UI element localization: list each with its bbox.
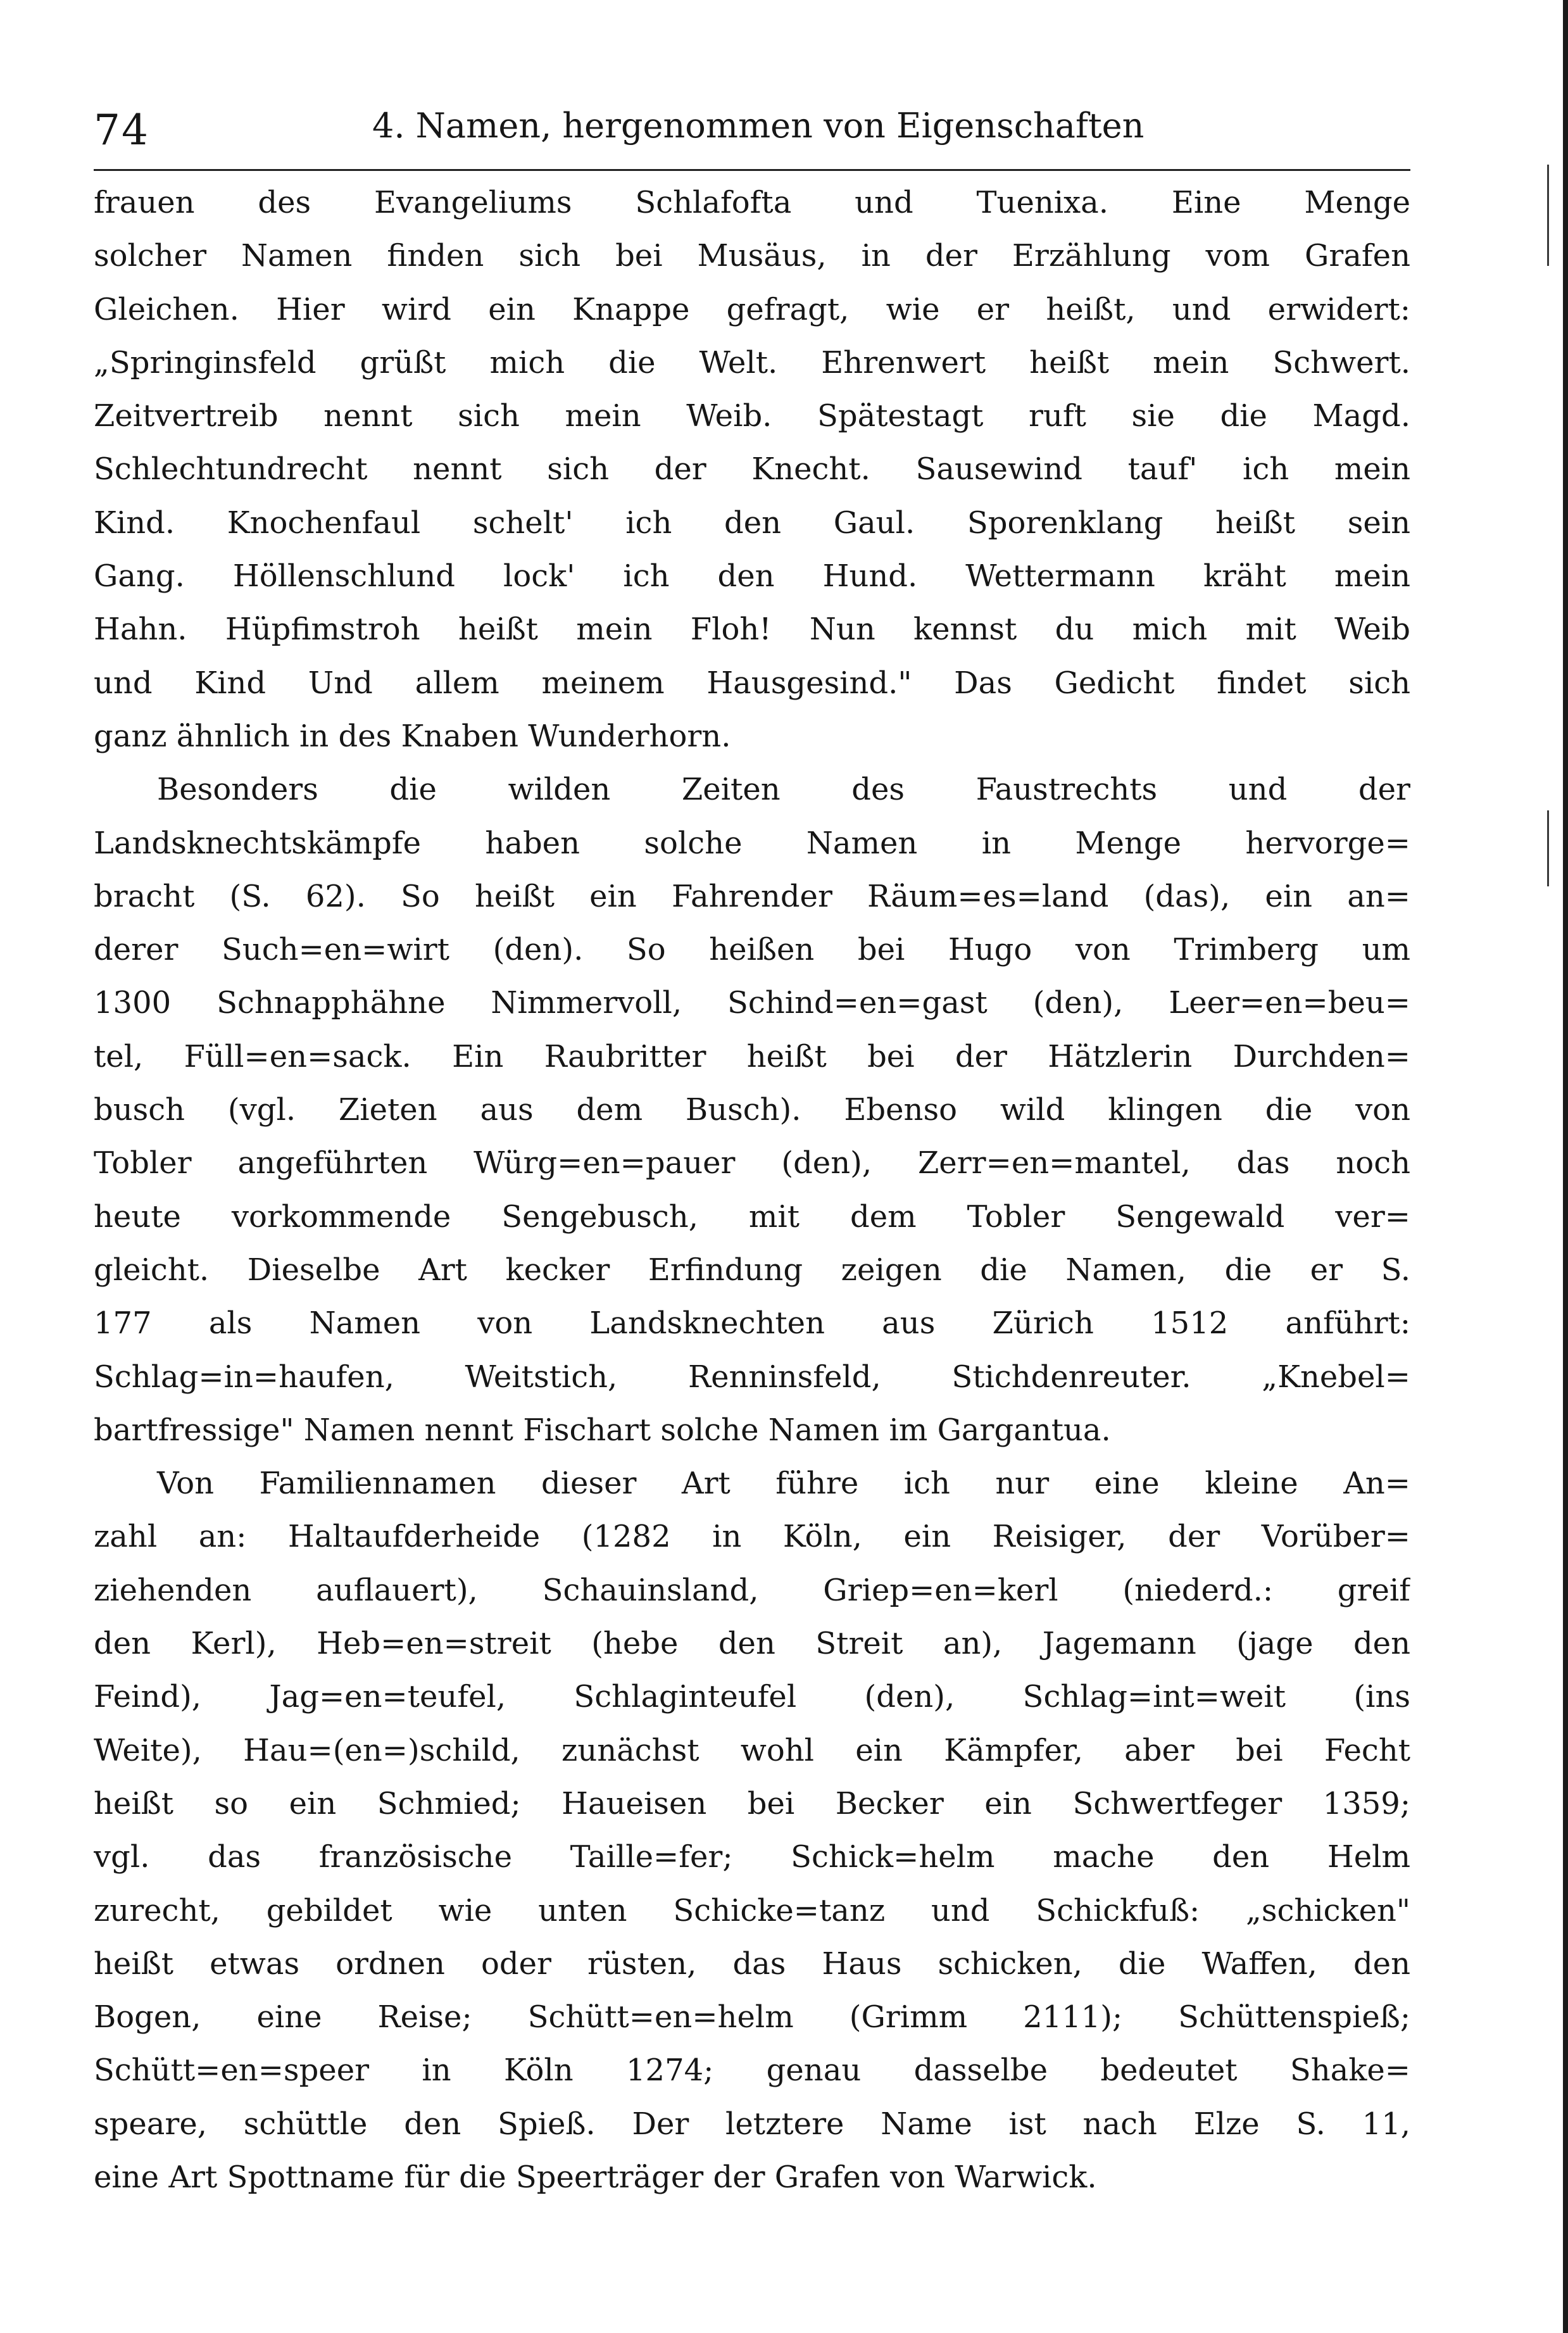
text-line: Tobler angeführten Würg=en=pauer (den), Zerr=en=mantel, das noch (94, 1145, 1410, 1181)
text-line: ganz ähnlich in des Knaben Wunderhorn. (94, 718, 731, 754)
text-line: heißt etwas ordnen oder rüsten, das Haus schicken, die Waffen, den (94, 1946, 1410, 1982)
text-line: 1300 Schnapphähne Nimmervoll, Schind=en=gast (den), Leer=en=beu= (94, 985, 1410, 1021)
text-line: Kind. Knochenfaul schelt' ich den Gaul. Sporenklang heißt sein (94, 505, 1410, 541)
text-line: Gleichen. Hier wird ein Knappe gefragt, wie er heißt, und erwidert: (94, 291, 1410, 327)
text-line: bracht (S. 62). So heißt ein Fahrender Räum=es=land (das), ein an= (94, 878, 1410, 914)
text-line: heißt so ein Schmied; Haueisen bei Becker ein Schwertfeger 1359; (94, 1785, 1410, 1821)
text-line: Besonders die wilden Zeiten des Faustrechts und der (157, 772, 1410, 808)
text-line: Bogen, eine Reise; Schütt=en=helm (Grimm 2111); Schüttenspieß; (94, 1999, 1410, 2035)
page-edge-mark (1547, 810, 1549, 886)
text-line: Von Familiennamen dieser Art führe ich nur eine kleine An= (157, 1466, 1410, 1502)
text-line: 177 als Namen von Landsknechten aus Zürich 1512 anführt: (94, 1305, 1410, 1342)
text-line: zurecht, gebildet wie unten Schicke=tanz und Schickfuß: „schicken" (94, 1892, 1410, 1928)
text-line: ziehenden auflauert), Schauinsland, Griep=en=kerl (niederd.: greif (94, 1572, 1410, 1608)
text-line: zahl an: Haltaufderheide (1282 in Köln, ein Reisiger, der Vorüber= (94, 1519, 1410, 1555)
text-line: den Kerl), Heb=en=streit (hebe den Streit an), Jagemann (jage den (94, 1626, 1410, 1662)
page-edge-mark (1547, 165, 1549, 266)
page-number: 74 (94, 106, 149, 154)
text-line: eine Art Spottname für die Speerträger der Grafen von Warwick. (94, 2159, 1097, 2195)
text-line: tel, Füll=en=sack. Ein Raubritter heißt bei der Hätzlerin Durchden= (94, 1038, 1410, 1074)
text-line: Schütt=en=speer in Köln 1274; genau dasselbe bedeutet Shake= (94, 2053, 1410, 2089)
text-line: Weite), Hau=(en=)schild, zunächst wohl ein Kämpfer, aber bei Fecht (94, 1732, 1410, 1768)
text-line: busch (vgl. Zieten aus dem Busch). Ebenso wild klingen die von (94, 1092, 1410, 1128)
text-line: heute vorkommende Sengebusch, mit dem Tobler Sengewald ver= (94, 1198, 1410, 1235)
page-edge (1563, 0, 1568, 2333)
text-line: Feind), Jag=en=teufel, Schlaginteufel (den), Schlag=int=weit (ins (94, 1679, 1410, 1715)
text-line: vgl. das französische Taille=fer; Schick=helm mache den Helm (94, 1839, 1410, 1875)
text-line: Zeitvertreib nennt sich mein Weib. Spätestagt ruft sie die Magd. (94, 398, 1410, 434)
text-line: Hahn. Hüpfimstroh heißt mein Floh! Nun kennst du mich mit Weib (94, 612, 1410, 648)
text-line: bartfressige" Namen nennt Fischart solche Namen im Gargantua. (94, 1412, 1111, 1448)
text-line: Gang. Höllenschlund lock' ich den Hund. Wettermann kräht mein (94, 558, 1410, 594)
body-text (94, 176, 1410, 2204)
text-line: derer Such=en=wirt (den). So heißen bei Hugo von Trimberg um (94, 932, 1410, 968)
running-head-title: 4. Namen, hergenommen von Eigenschaften (372, 106, 1145, 146)
document-page (94, 98, 1410, 2204)
text-line: frauen des Evangeliums Schlafofta und Tuenixa. Eine Menge (94, 185, 1410, 220)
text-line: gleicht. Dieselbe Art kecker Erfindung zeigen die Namen, die er S. (94, 1252, 1410, 1288)
running-head (94, 98, 1410, 171)
text-line: Schlag=in=haufen, Weitstich, Renninsfeld, Stichdenreuter. „Knebel= (94, 1359, 1410, 1395)
text-line: Schlechtundrecht nennt sich der Knecht. Sausewind tauf' ich mein (94, 451, 1410, 487)
text-line: speare, schüttle den Spieß. Der letztere Name ist nach Elze S. 11, (94, 2106, 1410, 2142)
text-line: und Kind Und allem meinem Hausgesind." Das Gedicht findet sich (94, 665, 1410, 701)
text-line: Landsknechtskämpfe haben solche Namen in Menge hervorge= (94, 825, 1410, 861)
text-line: solcher Namen finden sich bei Musäus, in der Erzählung vom Grafen (94, 238, 1410, 274)
text-line: „Springinsfeld grüßt mich die Welt. Ehrenwert heißt mein Schwert. (94, 344, 1410, 380)
